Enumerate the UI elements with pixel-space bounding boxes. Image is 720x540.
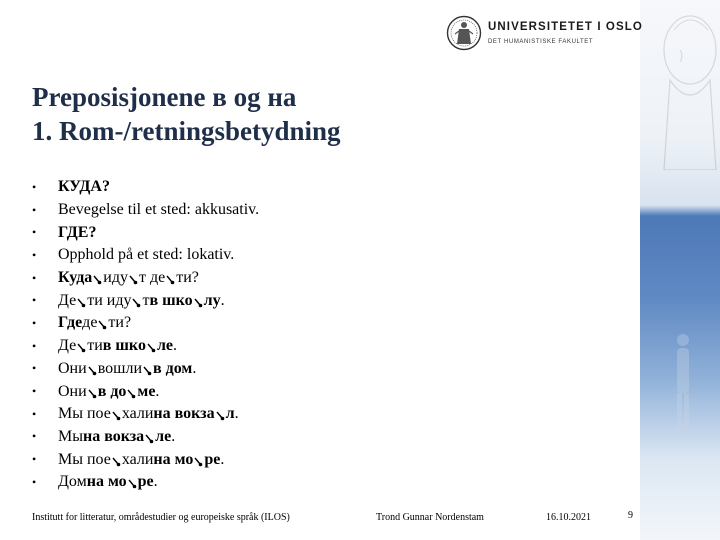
stress-mark-icon [216,411,225,421]
bullet-item [30,221,630,244]
bullet-text: Де [58,337,77,355]
bullet-text: л [225,405,235,423]
bullet-text: Де [58,291,77,309]
bullet-text: КУДА? [58,178,110,196]
classical-bust-icon [650,0,720,170]
bullet-text: т [142,291,150,309]
stress-mark-icon [143,366,152,376]
stress-mark-icon [88,366,97,376]
stress-mark-icon [129,275,138,285]
bullet-item [30,244,630,267]
bullet-text: . [234,405,239,423]
bullet-marker: • [32,361,37,376]
bullet-text: ти [87,337,103,355]
bullet-item [30,403,630,426]
stress-mark-icon [112,457,121,467]
stress-mark-icon [77,343,86,353]
bullet-text: де [82,314,98,332]
bullet-marker: • [32,429,37,444]
stress-mark-icon [194,457,203,467]
page-number: 9 [628,510,633,521]
bullet-text: Где [58,314,83,332]
bullet-text: . [220,291,225,309]
footer-institute: Institutt for litteratur, områdestudier og europeiske språk (ILOS) [32,512,290,523]
bullet-text: . [153,473,158,491]
bullet-text: Куда [58,269,93,287]
bullet-marker: • [32,202,37,217]
stress-mark-icon [132,298,141,308]
bullet-text: ти? [108,314,132,332]
stress-mark-icon [145,434,154,444]
bullet-marker: • [32,179,37,194]
university-name: UNIVERSITETET I OSLO [488,21,643,33]
bullet-item [30,448,630,471]
bullet-text: . [155,382,160,400]
university-seal-icon [446,14,482,52]
bullet-text: ГДЕ? [58,223,97,241]
bullet-marker: • [32,270,37,285]
slide-title [32,80,632,148]
standing-figure-icon [668,330,698,440]
bullet-marker: • [32,384,37,399]
bullet-text: лу [203,291,221,309]
bullet-list [30,176,630,494]
bullet-marker: • [32,338,37,353]
bullet-text: на мо [153,450,194,468]
stress-mark-icon [194,298,203,308]
bullet-text: т де [139,269,166,287]
bullet-text: на вокза [82,427,145,445]
stress-mark-icon [77,298,86,308]
bullet-text: ле [156,337,174,355]
bullet-text: Они [58,359,87,377]
bullet-text: вошли [97,359,142,377]
bullet-text: . [173,337,178,355]
bullet-text: Мы [58,427,83,445]
stress-mark-icon [147,343,156,353]
bullet-text: на мо [86,473,127,491]
bullet-text: Opphold på et sted: lokativ. [58,246,235,264]
bullet-text: Дом [58,473,87,491]
stress-mark-icon [98,320,107,330]
bullet-item [30,289,630,312]
bullet-text: Они [58,382,87,400]
stress-mark-icon [128,479,137,489]
bullet-text: . [220,450,225,468]
bullet-marker: • [32,225,37,240]
footer-author: Trond Gunnar Nordenstam [376,512,484,523]
bullet-item [30,471,630,494]
bullet-text: в шко [102,337,146,355]
bullet-marker: • [32,293,37,308]
bullet-item [30,199,630,222]
bullet-marker: • [32,452,37,467]
bullet-text: ти иду [87,291,132,309]
bullet-text: ти? [176,269,199,287]
bullet-text: хали [121,450,154,468]
stress-mark-icon [88,389,97,399]
stress-mark-icon [112,411,121,421]
bullet-item [30,312,630,335]
bullet-marker: • [32,474,37,489]
bullet-item [30,267,630,290]
faculty-name: DET HUMANISTISKE FAKULTET [488,39,594,45]
bullet-text: ре [204,450,221,468]
decorative-side-strip [640,0,720,540]
bullet-text: в до [97,382,127,400]
bullet-text: в шко [149,291,193,309]
footer-date: 16.10.2021 [546,512,591,523]
bullet-item [30,335,630,358]
bullet-text: иду [103,269,128,287]
bullet-text: ле [155,427,172,445]
bullet-text: Мы пое [58,450,111,468]
bullet-text: ре [137,473,154,491]
bullet-text: . [171,427,176,445]
bullet-item [30,380,630,403]
university-logo [446,14,643,54]
bullet-text: . [192,359,197,377]
bullet-item [30,176,630,199]
bullet-item [30,426,630,449]
bullet-text: Bevegelse til et sted: akkusativ. [58,201,260,219]
stress-mark-icon [127,389,136,399]
stress-mark-icon [166,275,175,285]
bullet-text: Мы пое [58,405,111,423]
bullet-text: на вокза [153,405,215,423]
bullet-marker: • [32,315,37,330]
bullet-item [30,358,630,381]
bullet-text: хали [121,405,154,423]
bullet-text: в дом [153,359,193,377]
bullet-marker: • [32,247,37,262]
title-line-2: 1. Rom-/retningsbetydning [32,116,341,146]
stress-mark-icon [93,275,102,285]
title-line-1: Preposisjonene в og на [32,82,297,112]
bullet-marker: • [32,406,37,421]
bullet-text: ме [137,382,156,400]
